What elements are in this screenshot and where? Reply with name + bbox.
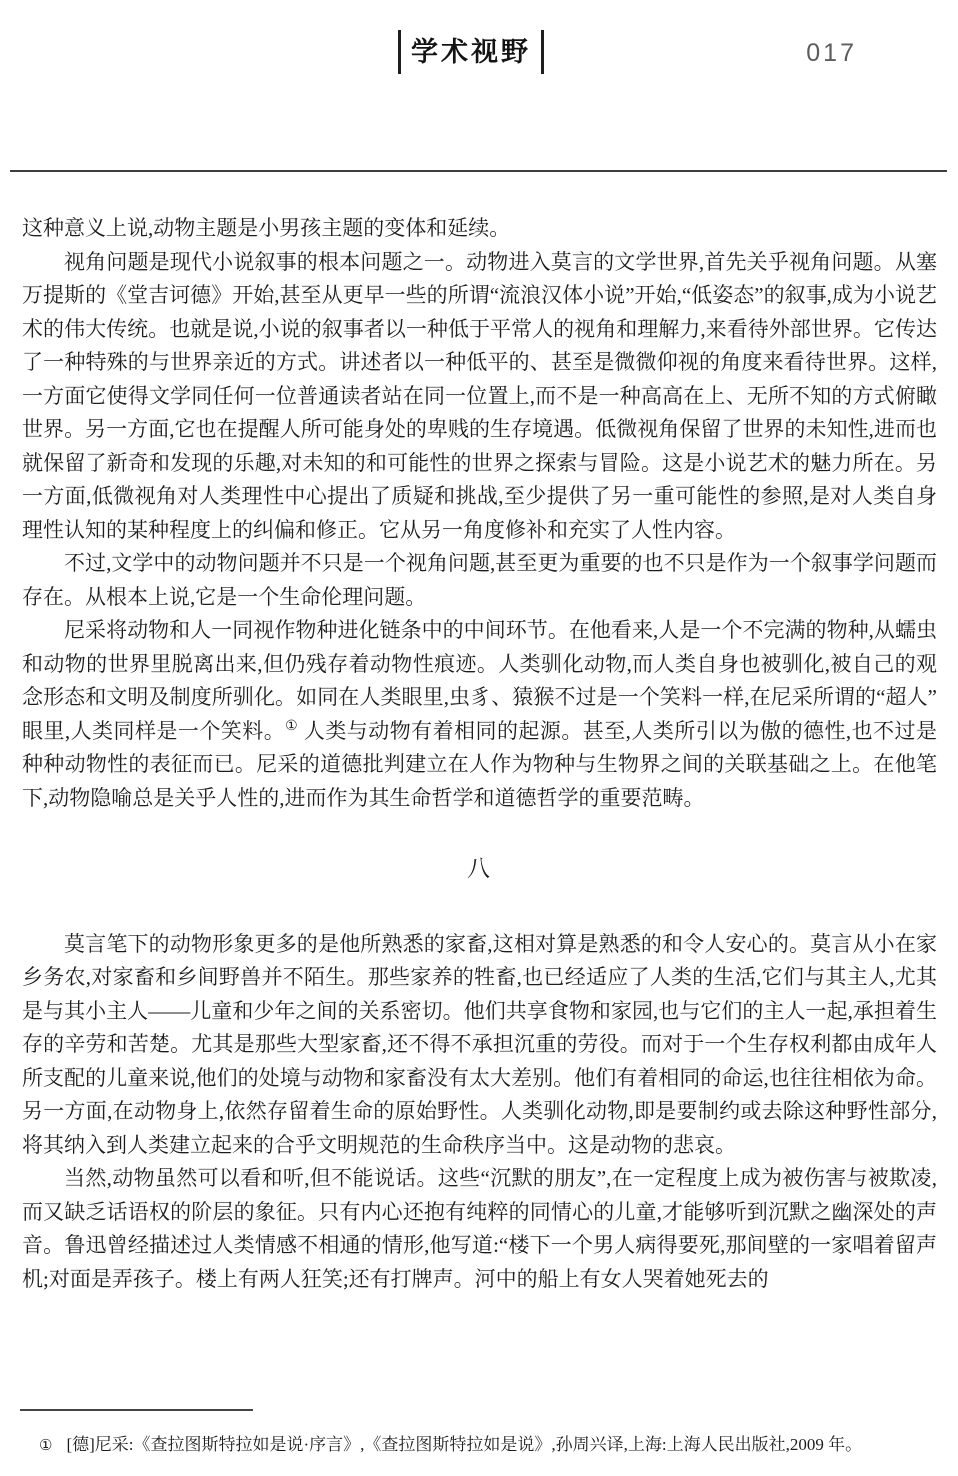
paragraph: 不过,文学中的动物问题并不只是一个视角问题,甚至更为重要的也不只是作为一个叙事学问题而存在。从根本上说,它是一个生命伦理问题。	[22, 551, 937, 609]
footnote-text: [德]尼采:《查拉图斯特拉如是说·序言》,《查拉图斯特拉如是说》,孙周兴译,上海:上海人民出版社,2009 年。	[66, 1435, 863, 1454]
article-body	[22, 212, 937, 1296]
section-heading-eight: 八	[467, 856, 492, 881]
paragraph: 当然,动物虽然可以看和听,但不能说话。这些“沉默的朋友”,在一定程度上成为被伤害与被欺凌,而又缺乏话语权的阶层的象征。只有内心还抱有纯粹的同情心的儿童,才能够听到沉默之幽深处的声音。鲁迅曾经描述过人类情感不相通的情形,他写道:“楼下一个男人病得要死,那间壁的一家唱着留声机;对面是弄孩子。楼上有两人狂笑;还有打牌声。河中的船上有女人哭着她死去的	[22, 1166, 937, 1291]
footnote-reference-mark: ①	[285, 718, 299, 734]
page-number: 017	[806, 39, 857, 67]
footnote-divider-rule	[20, 1409, 253, 1411]
paragraph-text: 人类与动物有着相同的起源。甚至,人类所引以为傲的德性,也不过是种种动物性的表征而已。尼采的道德批判建立在人作为物种与生物界之间的关联基础之上。在他笔下,动物隐喻总是关乎人性的,进而作为其生命哲学和道德哲学的重要范畴。	[22, 718, 937, 810]
paragraph-text: 尼采将动物和人一同视作物种进化链条中的中间环节。在他看来,人是一个不完满的物种,从蠕虫和动物的世界里脱离出来,但仍残存着动物性痕迹。人类驯化动物,而人类自身也被驯化,被自己的观念形态和文明及制度所驯化。如同在人类眼里,虫豸、猿猴不过是一个笑料一样,在尼采所谓的“超人”眼里,人类同样是一个笑料。	[22, 618, 937, 743]
footnote-marker: ①	[39, 1438, 53, 1454]
paragraph-with-footnote-ref	[22, 614, 937, 815]
paragraph-continuation: 这种意义上说,动物主题是小男孩主题的变体和延续。	[22, 216, 511, 240]
page-header-section-title: 学术视野	[398, 30, 544, 74]
header-divider-rule	[10, 170, 947, 172]
footnote	[22, 1433, 937, 1458]
paragraph: 莫言笔下的动物形象更多的是他所熟悉的家畜,这相对算是熟悉的和令人安心的。莫言从小在家乡务农,对家畜和乡间野兽并不陌生。那些家养的牲畜,也已经适应了人类的生活,它们与其主人,尤其是与其小主人——儿童和少年之间的关系密切。他们共享食物和家园,也与它们的主人一起,承担着生存的辛劳和苦楚。尤其是那些大型家畜,还不得不承担沉重的劳役。而对于一个生存权利都由成年人所支配的儿童来说,他们的处境与动物和家畜没有太大差别。他们有着相同的命运,也往往相依为命。另一方面,在动物身上,依然存留着生命的原始野性。人类驯化动物,即是要制约或去除这种野性部分,将其纳入到人类建立起来的合乎文明规范的生命秩序当中。这是动物的悲哀。	[22, 931, 937, 1157]
paragraph: 视角问题是现代小说叙事的根本问题之一。动物进入莫言的文学世界,首先关乎视角问题。从塞万提斯的《堂吉诃德》开始,甚至从更早一些的所谓“流浪汉体小说”开始,“低姿态”的叙事,成为小说艺术的伟大传统。也就是说,小说的叙事者以一种低于平常人的视角和理解力,来看待外部世界。它传达了一种特殊的与世界亲近的方式。讲述者以一种低平的、甚至是微微仰视的角度来看待世界。这样,一方面它使得文学同任何一位普通读者站在同一位置上,而不是一种高高在上、无所不知的方式俯瞰世界。另一方面,它也在提醒人所可能身处的卑贱的生存境遇。低微视角保留了世界的未知性,进而也就保留了新奇和发现的乐趣,对未知的和可能性的世界之探索与冒险。这是小说艺术的魅力所在。另一方面,低微视角对人类理性中心提出了质疑和挑战,至少提供了另一重可能性的参照,是对人类自身理性认知的某种程度上的纠偏和修正。它从另一角度修补和充实了人性内容。	[22, 249, 937, 542]
